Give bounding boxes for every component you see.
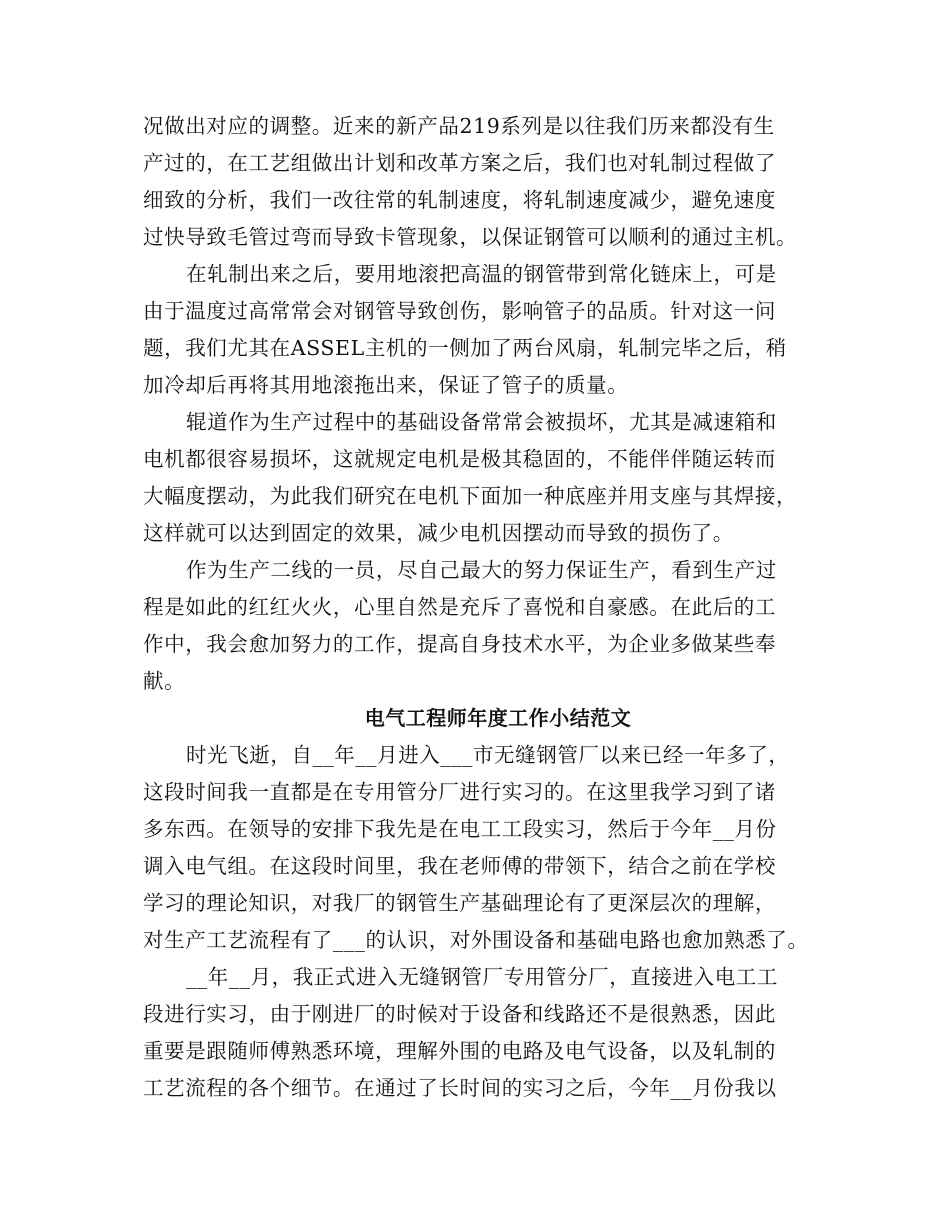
section-title	[143, 700, 813, 737]
text-line: 献。	[143, 669, 186, 693]
title-text: 电气工程师年度工作小结范文	[364, 706, 632, 730]
text-line: 作为生产二线的一员，尽自己最大的努力保证生产，看到生产过	[186, 558, 777, 582]
text-line: 作中，我会愈加努力的工作，提高自身技术水平，为企业多做某些奉	[143, 632, 776, 656]
text-line: 工艺流程的各个细节。在通过了长时间的实习之后，今年__月份我以	[143, 1076, 777, 1100]
text-line: 加冷却后再将其用地滚拖出来，保证了管子的质量。	[143, 373, 629, 397]
text-line: 大幅度摆动，为此我们研究在电机下面加一种底座并用支座与其焊接，	[143, 484, 798, 508]
text-line: 由于温度过高常常会对钢管导致创伤，影响管子的品质。针对这一问	[143, 299, 776, 323]
text-line: __年__月，我正式进入无缝钢管厂专用管分厂，直接进入电工工	[186, 965, 778, 989]
text-line: 这段时间我一直都是在专用管分厂进行实习的。在这里我学习到了诸	[143, 780, 776, 804]
text-line: 细致的分析，我们一改往常的轧制速度，将轧制速度减少，避免速度	[143, 188, 776, 212]
text-line: 产过的，在工艺组做出计划和改革方案之后，我们也对轧制过程做了	[143, 151, 776, 175]
text-line: 过快导致毛管过弯而导致卡管现象，以保证钢管可以顺利的通过主机。	[143, 225, 798, 249]
paragraph	[143, 959, 813, 1107]
text-line: 程是如此的红红火火，心里自然是充斥了喜悦和自豪感。在此后的工	[143, 595, 776, 619]
text-line: 多东西。在领导的安排下我先是在电工工段实习，然后于今年__月份	[143, 817, 777, 841]
text-line: 段进行实习，由于刚进厂的时候对于设备和线路还不是很熟悉，因此	[143, 1002, 776, 1026]
text-line: 辊道作为生产过程中的基础设备常常会被损坏，尤其是减速箱和	[186, 410, 777, 434]
text-line: 重要是跟随师傅熟悉环境，理解外围的电路及电气设备，以及轧制的	[143, 1039, 776, 1063]
text-line: 调入电气组。在这段时间里，我在老师傅的带领下，结合之前在学校	[143, 854, 776, 878]
paragraph	[143, 552, 813, 700]
text-line: 学习的理论知识，对我厂的钢管生产基础理论有了更深层次的理解，	[143, 891, 776, 915]
paragraph	[143, 256, 813, 404]
text-line: 这样就可以达到固定的效果，减少电机因摆动而导致的损伤了。	[143, 521, 734, 545]
document-page	[143, 108, 813, 1107]
text-line: 电机都很容易损坏，这就规定电机是极其稳固的，不能伴伴随运转而	[143, 447, 776, 471]
text-line: 在轧制出来之后，要用地滚把高温的钢管带到常化链床上，可是	[186, 262, 777, 286]
text-line: 时光飞逝，自__年__月进入___市无缝钢管厂以来已经一年多了，	[186, 743, 790, 767]
paragraph	[143, 108, 813, 256]
paragraph	[143, 404, 813, 552]
text-line: 况做出对应的调整。近来的新产品219系列是以往我们历来都没有生	[143, 114, 775, 138]
paragraph	[143, 737, 813, 959]
document-body	[143, 108, 813, 1107]
text-line: 题，我们尤其在ASSEL主机的一侧加了两台风扇，轧制完毕之后，稍	[143, 336, 787, 360]
text-line: 对生产工艺流程有了___的认识，对外围设备和基础电路也愈加熟悉了。	[143, 928, 809, 952]
